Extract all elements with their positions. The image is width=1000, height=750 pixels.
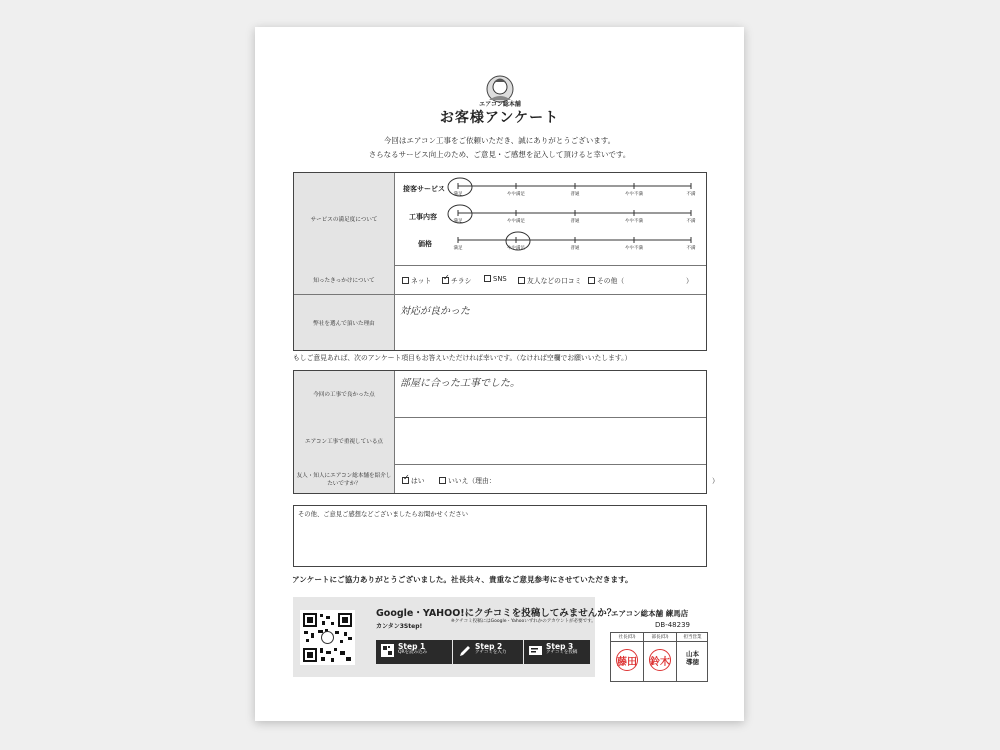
option-net[interactable]: ネット [402,275,431,285]
sales-rep-name: 山本 導徳 [686,650,699,667]
source-label: 知ったきっかけについて [294,265,395,294]
scale-tick-label: やや満足 [507,246,525,251]
scale-name-price: 価格 [418,240,432,248]
option-flyer[interactable]: ✓ チラシ [443,273,472,285]
referral-label: 友人・知人にエアコン総本舗を紹介したいですか？ [294,464,395,493]
comments-box[interactable] [293,505,707,567]
intro-line-1: 今回はエアコン工事をご依頼いただき、誠にありがとうございます。 [383,136,616,145]
step-1: Step 1 QRを読み込み [376,640,452,664]
scale-name-service: 接客サービス [403,185,445,193]
referral-no[interactable]: いいえ（理由： [439,475,496,485]
survey-section-1 [293,172,707,295]
step-2: Step 2 クチコミを入力 [453,640,523,664]
scale-tick-label: やや満足 [507,192,525,197]
comments-label: その他、ご意見ご感想などございましたらお聞かせください [298,511,469,518]
pencil-icon [458,644,472,658]
scale-tick-label: 不満 [686,219,696,224]
reason-label: 弊社を選んで頂いた理由 [294,295,395,350]
qr-code-icon[interactable] [300,610,355,665]
referral-yes[interactable]: ✓ はい [403,473,425,485]
optional-section [293,370,719,494]
important-points-label: エアコン工事で重視している点 [294,417,395,464]
stamp-header-manager: 部長(印) [651,635,669,640]
referral-no-close: ） [712,477,719,485]
stamp-header-president: 社長(印) [618,635,636,640]
scale-tick-label: 満足 [453,219,463,224]
manager-seal: 鈴木 [649,649,671,671]
scale-tick-label: やや不満 [625,246,643,251]
shop-name: エアコン総本舗 練馬店 [611,609,689,618]
promo-headline: Google・YAHOO!にクチコミを投稿してみませんか？ [376,608,617,619]
option-other-close: ） [686,277,693,285]
stamp-header-sales: 担当営業 [683,635,702,640]
scale-tick-label: 不満 [686,192,696,197]
step-3: Step 3 クチコミを投稿 [524,640,590,664]
satisfaction-label: サービスの満足度について [294,173,395,265]
intro-line-2: さらなるサービス向上のため、ご意見・ご感想を記入して頂けると幸いです。 [368,150,631,159]
page-title: お客様アンケート [439,110,560,126]
post-review-icon [528,644,543,658]
scale-tick-label: 普通 [570,219,580,224]
option-other[interactable]: その他（ [588,275,624,285]
scale-tick-label: 普通 [570,246,580,251]
optional-note: もしご意見あれば、次のアンケート項目もお答えいただければ幸いです。（なければ空欄でお願いいたします。） [293,354,632,362]
approval-stamps [610,632,708,682]
reason-answer[interactable]: 対応が良かった [400,306,470,317]
thanks-message: アンケートにご協力ありがとうございました。社長共々、貴重なご意見参考にさせていただきます。 [292,575,633,584]
shop-code: DB-48239 [655,621,690,629]
good-points-label: 今回の工事で良かった点 [294,371,395,417]
scale-tick-label: 普通 [570,192,580,197]
scale-tick-label: 満足 [453,192,463,197]
qr-scan-icon [381,644,394,657]
scale-tick-label: やや不満 [625,192,643,197]
promo-subtext: ※クチコミ投稿にはGoogle・Yahooいずれかのアカウントが必要です。 [451,619,596,624]
logo-text: エアコン総本舗 [479,101,521,108]
survey-sheet [255,27,744,721]
good-points-answer[interactable]: 部屋に合った工事でした。 [400,378,520,389]
scale-tick-label: 不満 [686,246,696,251]
scale-tick-label: やや満足 [507,219,525,224]
option-sns[interactable]: SNS [484,275,507,283]
option-word-of-mouth[interactable]: 友人などの口コミ [518,275,581,285]
scale-name-work: 工事内容 [409,213,437,221]
promo-easy: カンタン3Step! [376,623,423,630]
reason-section [293,295,707,351]
scale-tick-label: 満足 [453,246,463,251]
president-seal: 藤田 [616,649,638,671]
scale-tick-label: やや不満 [625,219,643,224]
